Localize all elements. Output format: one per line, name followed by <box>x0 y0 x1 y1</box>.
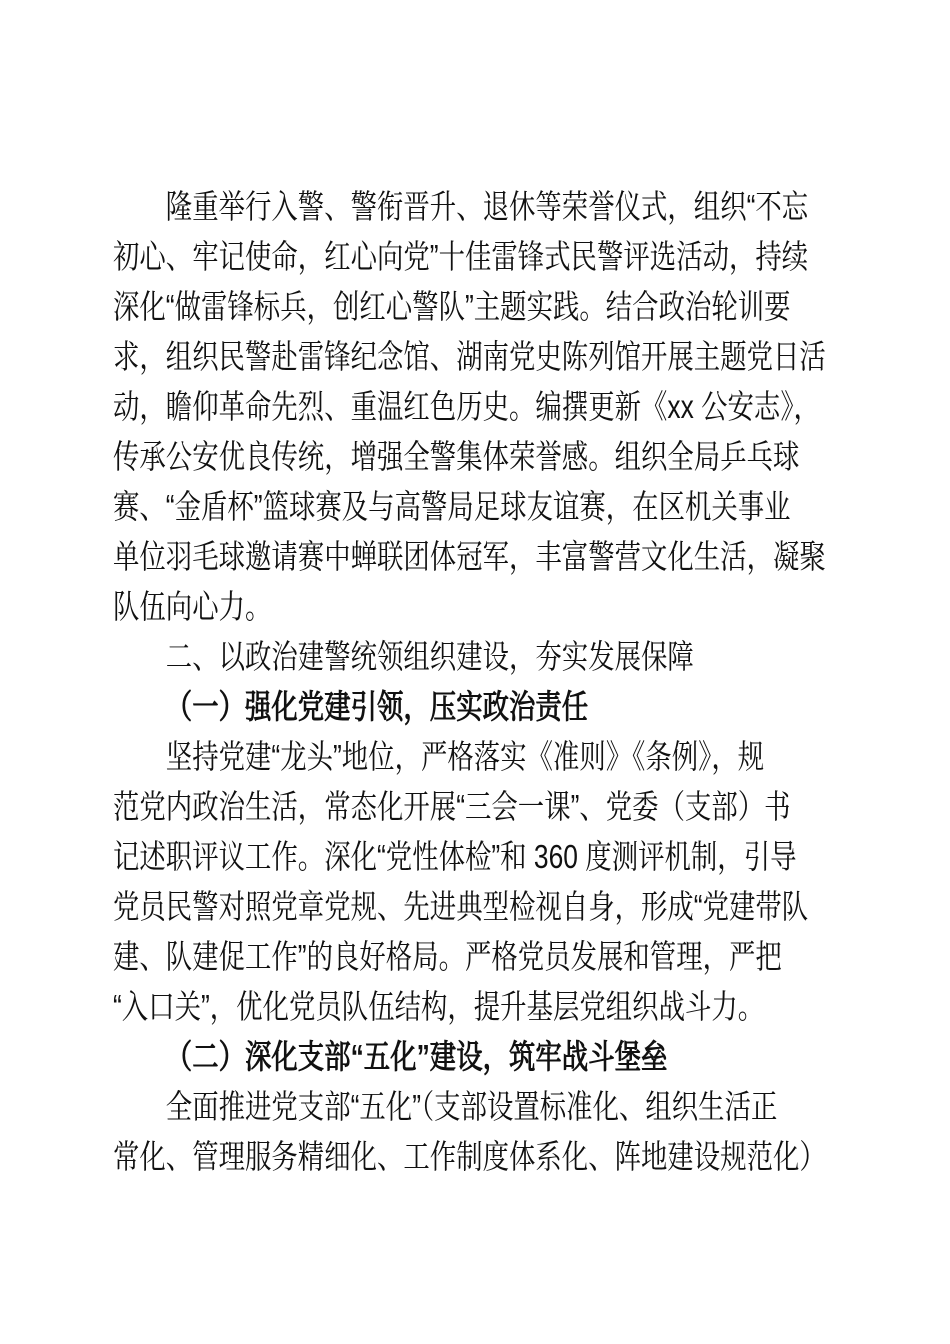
body-line: 常化、管理服务精细化、工作制度体系化、阵地建设规范化） <box>113 1138 826 1175</box>
body-line: 坚持党建“龙头”地位，严格落实《准则》《条例》，规 <box>165 738 765 775</box>
body-line: 建、队建促工作”的良好格局。严格党员发展和管理，严把 <box>113 938 782 975</box>
body-line: 深化“做雷锋标兵，创红心警队”主题实践。结合政治轮训要 <box>113 288 791 325</box>
body-line: 传承公安优良传统，增强全警集体荣誉感。组织全局乒乓球 <box>113 438 800 475</box>
body-line: 记述职评议工作。深化“党性体检”和 360 度测评机制，引导 <box>113 838 797 875</box>
subsection-heading: （二）深化支部“五化”建设，筑牢战斗堡垒 <box>165 1038 668 1075</box>
body-line: 动，瞻仰革命先烈、重温红色历史。编撰更新《xx 公安志》， <box>113 388 820 425</box>
body-line: 党员民警对照党章党规、先进典型检视自身，形成“党建带队 <box>113 888 809 925</box>
section-heading: 二、以政治建警统领组织建设，夯实发展保障 <box>165 638 694 675</box>
body-line: 单位羽毛球邀请赛中蝉联团体冠军，丰富警营文化生活，凝聚 <box>113 538 826 575</box>
body-line: 范党内政治生活，常态化开展“三会一课”、党委（支部）书 <box>113 788 791 825</box>
body-line: 队伍向心力。 <box>113 588 272 625</box>
body-line: 求，组织民警赴雷锋纪念馆、湖南党史陈列馆开展主题党日活 <box>113 338 826 375</box>
body-line: 隆重举行入警、警衔晋升、退休等荣誉仪式，组织“不忘 <box>165 188 809 225</box>
body-line: 赛、“金盾杯”篮球赛及与高警局足球友谊赛，在区机关事业 <box>113 488 791 525</box>
body-line: 初心、牢记使命，红心向党”十佳雷锋式民警评选活动，持续 <box>113 238 809 275</box>
body-line: 全面推进党支部“五化”（支部设置标准化、组织生活正 <box>165 1088 778 1125</box>
body-line: “入口关”，优化党员队伍结构，提升基层党组织战斗力。 <box>113 988 765 1025</box>
subsection-heading: （一）强化党建引领，压实政治责任 <box>165 688 589 725</box>
text-column <box>113 182 833 1182</box>
